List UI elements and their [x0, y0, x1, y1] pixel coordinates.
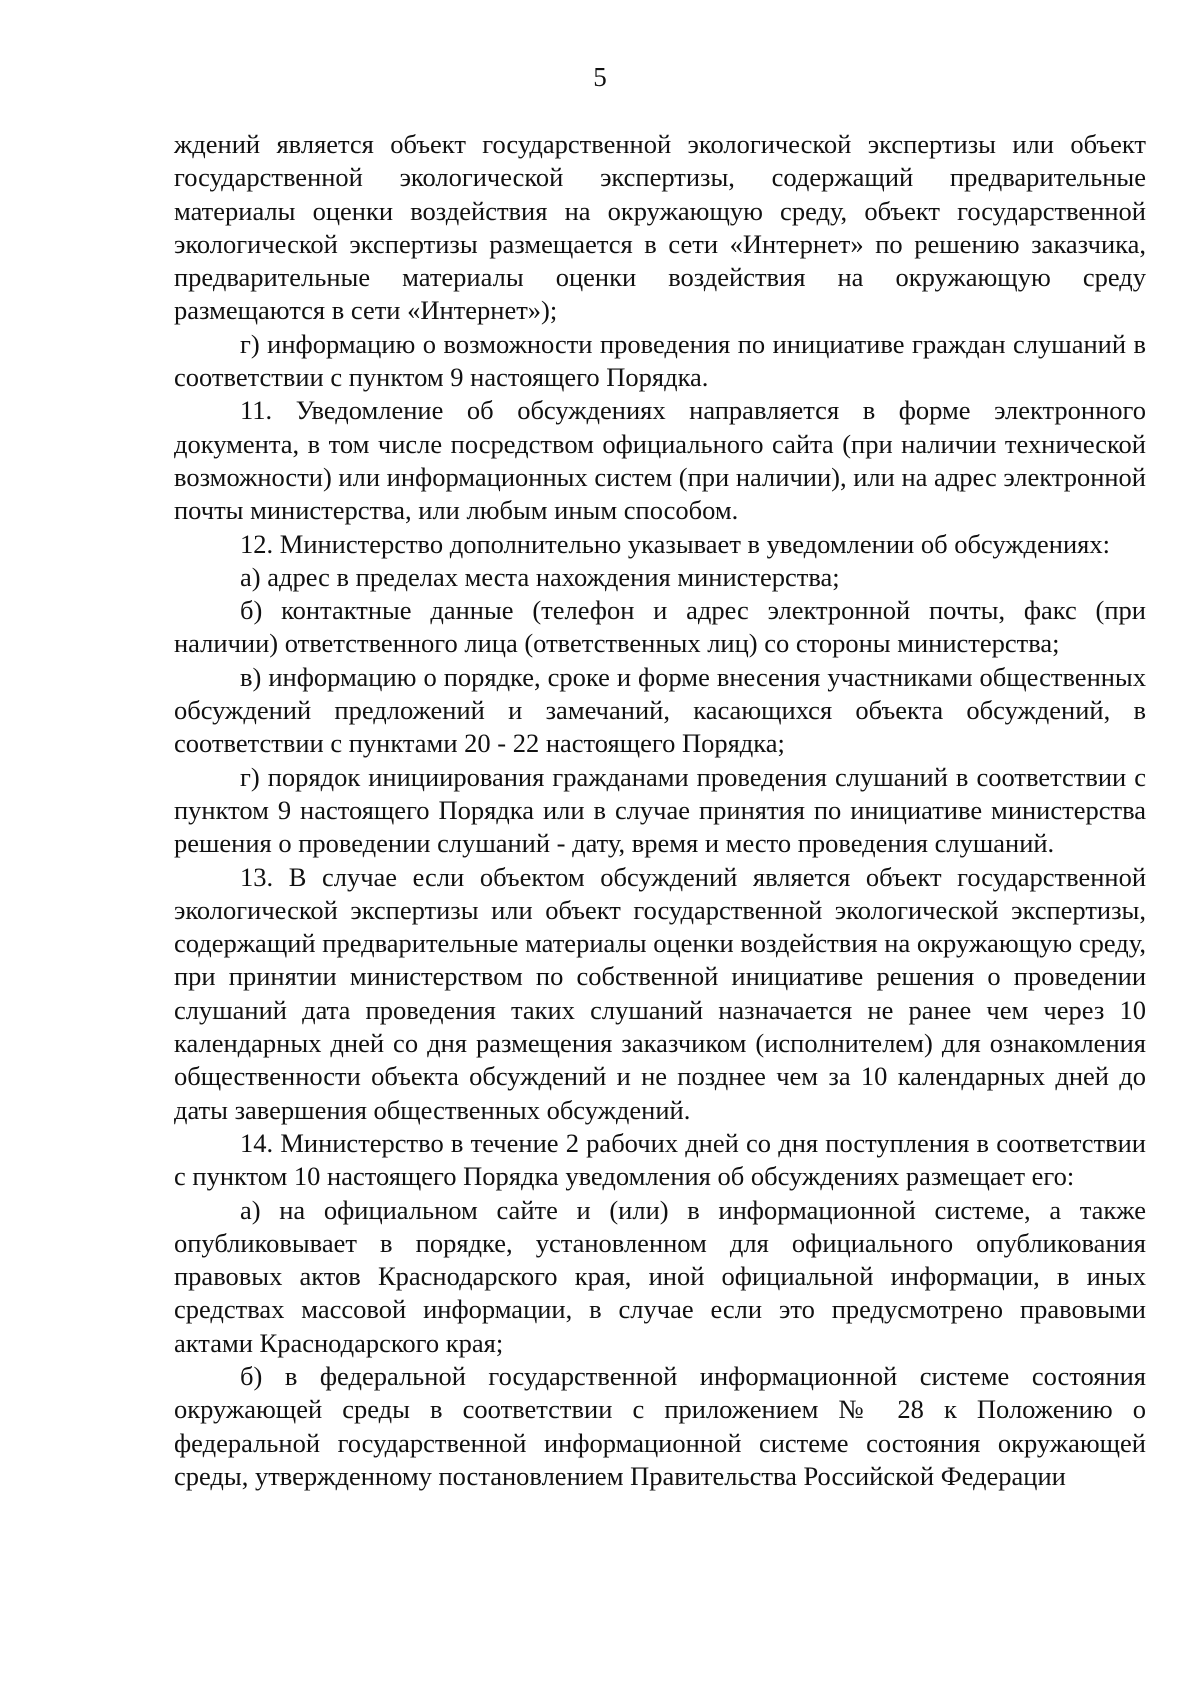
paragraph-14-item-b: б) в федеральной государственной информационной системе состояния окружающей среды в соответствии с приложением № 28 к Положению о федеральной государственной информационной системе состояния окружающей среды, утвержденному постановлением Правительства Российской Федерации: [174, 1360, 1146, 1491]
paragraph-11: 11. Уведомление об обсуждениях направляется в форме электронного документа, в том числе посредством официального сайта (при наличии технической возможности) или информационных систем (при наличии), или на адрес электронной почты министерства, или любым иным способом.: [174, 395, 1146, 526]
paragraph-12: 12. Министерство дополнительно указывает в уведомлении об обсуждениях:: [240, 528, 1110, 559]
paragraph-12-item-a: а) адрес в пределах места нахождения министерства;: [240, 561, 840, 592]
paragraph-item-g-hearings-info: г) информацию о возможности проведения по инициативе граждан слушаний в соответствии с пунктом 9 настоящего Порядка.: [174, 328, 1146, 393]
paragraph-12-item-b: б) контактные данные (телефон и адрес электронной почты, факс (при наличии) ответственного лица (ответственных лиц) со стороны министерства;: [174, 595, 1146, 659]
paragraph-13: 13. В случае если объектом обсуждений является объект государственной экологической экспертизы или объект государственной экологической экспертизы, содержащий предварительные материалы оценки воздействия на окружающую среду, при принятии министерством по собственной инициативе решения о проведении слушаний дата проведения таких слушаний назначается не ранее чем через 10 календарных дней со дня размещения заказчиком (исполнителем) для ознакомления общественности объекта обсуждений и не позднее чем за 10 календарных дней до даты завершения общественных обсуждений.: [174, 861, 1146, 1125]
paragraph-continuation: ждений является объект государственной экологической экспертизы или объект государственной экологической экспертизы, содержащий предварительные материалы оценки воздействия на окружающую среду, объект государственной экологической экспертизы размещается в сети «Интернет» по решению заказчика, предварительные материалы оценки воздействия на окружающую среду размещаются в сети «Интернет»);: [174, 129, 1146, 326]
paragraph-14-item-a: а) на официальном сайте и (или) в информационной системе, а также опубликовывает в порядке, установленном для официального опубликования правовых актов Краснодарского края, иной официальной информации, в иных средствах массовой информации, в случае если это предусмотрено правовыми актами Краснодарского края;: [174, 1194, 1146, 1358]
paragraph-12-item-g: г) порядок инициирования гражданами проведения слушаний в соответствии с пунктом 9 настоящего Порядка или в случае принятия по инициативе министерства решения о проведении слушаний - дату, время и место проведения слушаний.: [174, 761, 1146, 859]
page-number: 5: [593, 62, 607, 92]
paragraph-12-item-v: в) информацию о порядке, сроке и форме внесения участниками общественных обсуждений предложений и замечаний, касающихся объекта обсуждений, в соответствии с пунктами 20 - 22 настоящего Порядка;: [174, 661, 1146, 759]
paragraph-14: 14. Министерство в течение 2 рабочих дней со дня поступления в соответствии с пунктом 10 настоящего Порядка уведомления об обсуждениях размещает его:: [174, 1127, 1146, 1192]
document-body: [174, 128, 1146, 1493]
